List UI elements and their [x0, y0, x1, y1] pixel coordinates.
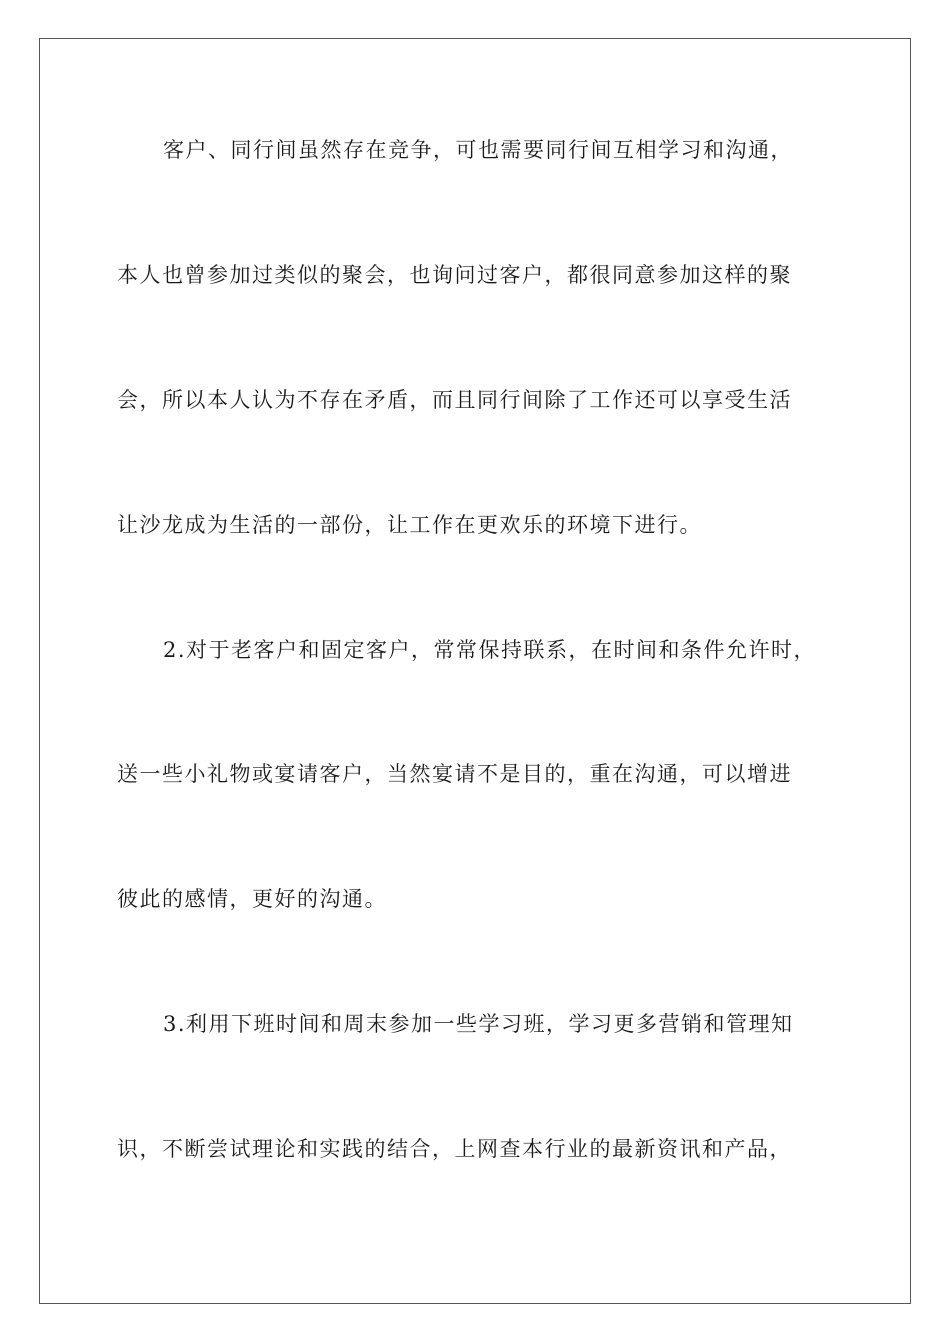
text-line-3: 会，所以本人认为不存在矛盾，而且同行间除了工作还可以享受生活: [117, 388, 792, 412]
text-line-2: 本人也曾参加过类似的聚会，也询问过客户，都很同意参加这样的聚: [117, 263, 792, 287]
text-line-7: 彼此的感情，更好的沟通。: [117, 887, 387, 911]
text-line-8: 3.利用下班时间和周末参加一些学习班，学习更多营销和管理知: [163, 1012, 794, 1036]
text-line-9: 识，不断尝试理论和实践的结合，上网查本行业的最新资讯和产品，: [117, 1137, 792, 1161]
text-line-5: 2.对于老客户和固定客户，常常保持联系，在时间和条件允许时，: [163, 638, 817, 662]
text-line-6: 送一些小礼物或宴请客户，当然宴请不是目的，重在沟通，可以增进: [117, 762, 792, 786]
text-line-4: 让沙龙成为生活的一部份，让工作在更欢乐的环境下进行。: [117, 513, 702, 537]
page-border: [39, 38, 911, 1304]
text-line-1: 客户、同行间虽然存在竞争，可也需要同行间互相学习和沟通，: [163, 138, 793, 162]
